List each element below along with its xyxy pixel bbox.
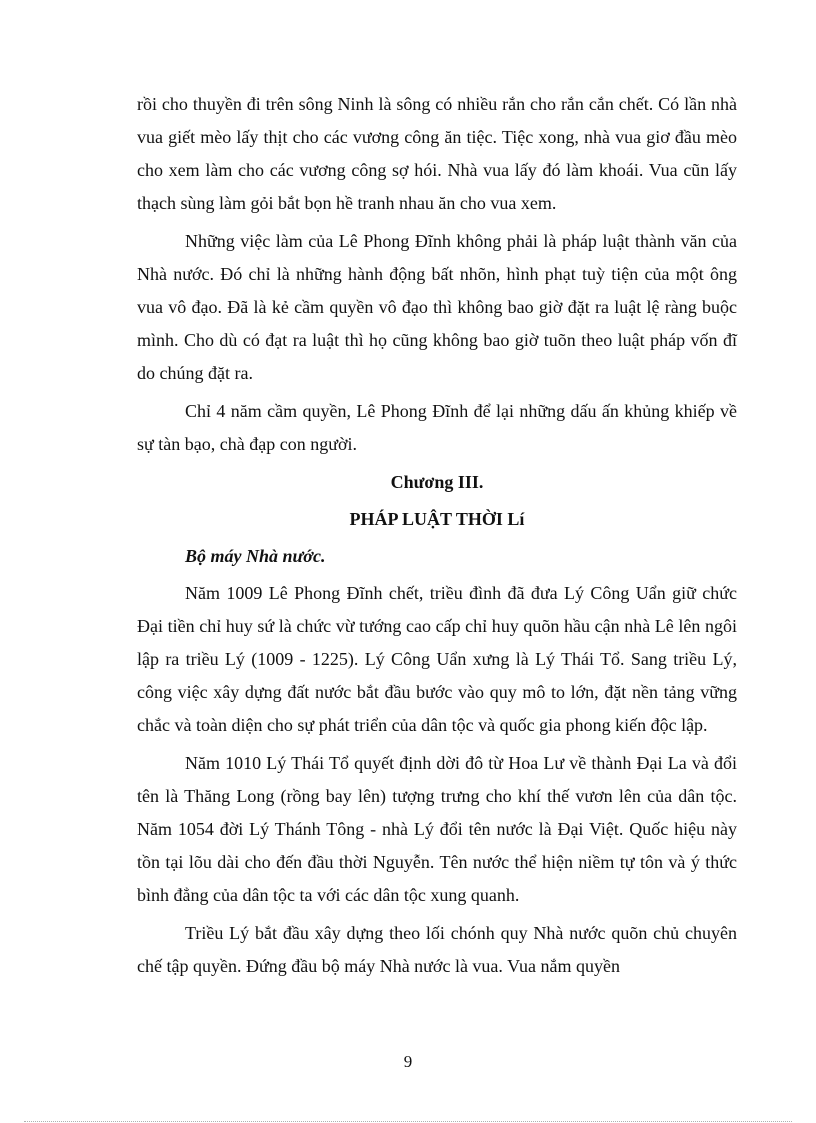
paragraph-thang-long: Năm 1010 Lý Thái Tổ quyết định dời đô từ Hoa Lư về thành Đại La và đổi tên là Thăng Long (rồng bay lên) tượng trưng cho khí thế vươn lên của dân tộc. Năm 1054 đời Lý Thánh Tông - nhà Lý đổi tên nước là Đại Việt. Quốc hiệu này tồn tại lõu dài cho đến đầu thời Nguyễn. Tên nước thể hiện niềm tự tôn và ý thức bình đẳng của dân tộc ta với các dân tộc xung quanh.: [137, 753, 737, 905]
paragraph-state-apparatus: Triều Lý bắt đầu xây dựng theo lối chónh quy Nhà nước quõn chủ chuyên chế tập quyền. Đứng đầu bộ máy Nhà nước là vua. Vua nắm quyền: [137, 923, 737, 976]
paragraph-continuation: rồi cho thuyền đi trên sông Ninh là sông có nhiều rắn cho rắn cắn chết. Có lần nhà vua giết mèo lấy thịt cho các vương công ăn tiệc. Tiệc xong, nhà vua giơ đầu mèo cho xem làm cho các vương công sợ hói. Nhà vua lấy đó làm khoái. Vua cũn lấy thạch sùng làm gỏi bắt bọn hề tranh nhau ăn cho vua xem.: [137, 94, 737, 213]
section-heading: Bộ máy Nhà nước.: [185, 546, 326, 566]
page-body: [137, 88, 737, 988]
chapter-title: PHÁP LUẬT THỜI Lí: [349, 509, 525, 529]
paragraph-ly-cong-uan: Năm 1009 Lê Phong Đĩnh chết, triều đình đã đưa Lý Công Uẩn giữ chức Đại tiền chỉ huy sứ là chức vừ tướng cao cấp chỉ huy quõn hầu cận nhà Lê lên ngôi lập ra triều Lý (1009 - 1225). Lý Công Uẩn xưng là Lý Thái Tổ. Sang triều Lý, công việc xây dựng đất nước bắt đầu bước vào quy mô to lớn, đặt nền tảng vững chắc và toàn diện cho sự phát triển của dân tộc và quốc gia phong kiến độc lập.: [137, 583, 737, 735]
page-bottom-border: [24, 1121, 792, 1122]
paragraph-le-phong-dinh-actions: Những việc làm của Lê Phong Đĩnh không phải là pháp luật thành văn của Nhà nước. Đó chỉ là những hành động bất nhõn, hình phạt tuỳ tiện của một ông vua vô đạo. Đã là kẻ cầm quyền vô đạo thì không bao giờ đặt ra luật lệ ràng buộc mình. Cho dù có đạt ra luật thì họ cũng không bao giờ tuõn theo luật pháp vốn đĩ do chúng đặt ra.: [137, 231, 737, 383]
page-number: 9: [403, 1052, 413, 1071]
paragraph-four-years-rule: Chỉ 4 năm cầm quyền, Lê Phong Đĩnh để lại những dấu ấn khủng khiếp về sự tàn bạo, chà đạp con người.: [137, 401, 737, 454]
chapter-label: Chương III.: [390, 472, 484, 492]
